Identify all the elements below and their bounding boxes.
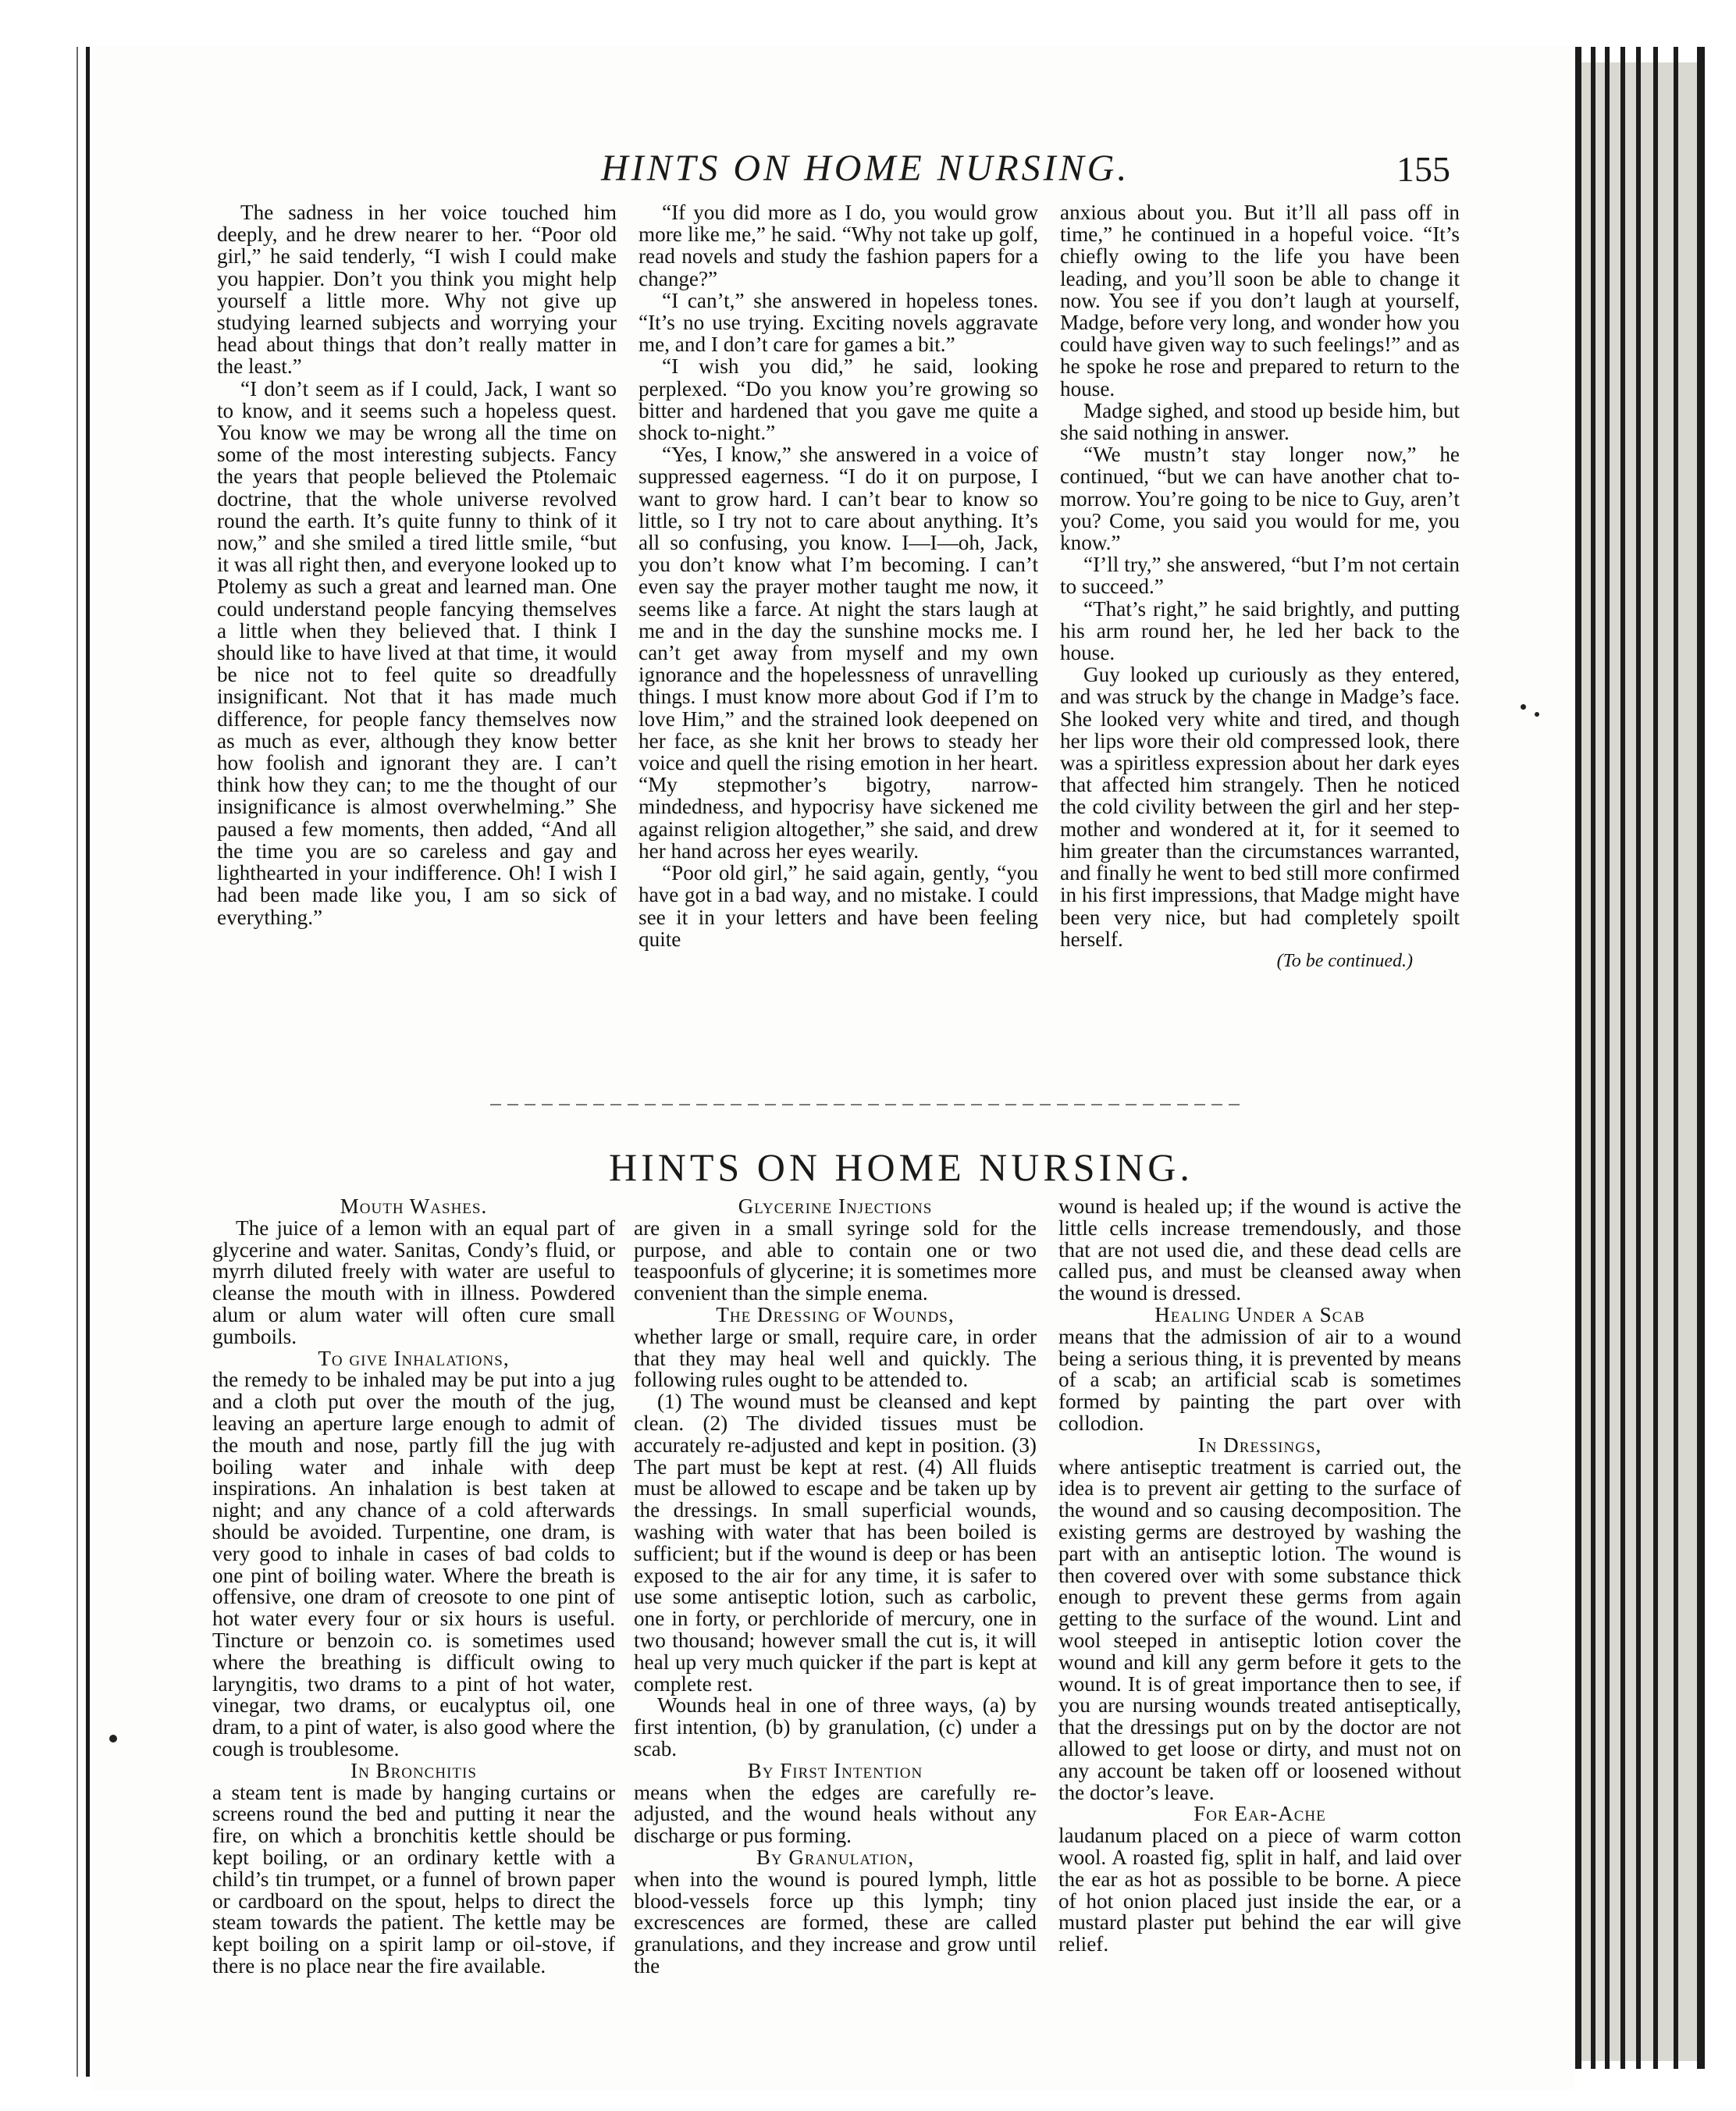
article-paragraph: whether large or small, require care, in order that they may heal well and quickly. The following rules ought to be attended to. (634, 1324, 1037, 1392)
page-number: 155 (1396, 149, 1450, 189)
story-paragraph: “I’ll try,” she answered, “but I’m not certain to succeed.” (1060, 553, 1460, 599)
section-heading: For Ear-Ache (1194, 1802, 1326, 1826)
article-paragraph: when into the wound is poured lymph, little blood-vessels force up this lymph; tiny excrescences are formed, these are called granulations, and they increase and grow until the (634, 1867, 1037, 1978)
story-column-3 (1060, 201, 1460, 972)
article-paragraph: means when the edges are carefully re-adjusted, and the wound heals without any discharge or pus forming. (634, 1780, 1037, 1848)
ink-speck (1521, 704, 1526, 710)
ink-speck (109, 1735, 117, 1743)
section-heading: In Dressings, (1197, 1433, 1322, 1457)
ink-speck (1535, 712, 1539, 717)
story-paragraph: “That’s right,” he said brightly, and putting his arm round her, he led her back to the house. (1060, 596, 1460, 665)
article-paragraph: where antiseptic treatment is carried out, the idea is to prevent air getting to the surface of the wound and so causing decomposition. The existing germs are destroyed by washing the part with an antiseptic lotion. The wound is then covered over with some substance thick enough to prevent these germs from again getting to the surface of the wound. Lint and wool steeped in antiseptic lotion cover the wound and kill any germ before it gets to the wound. It is of great importance then to see, if you are nursing wounds treated antiseptically, that the dressings put on by the doctor are not allowed to get loose or dirty, and must not on any account be taken off or loosened without the doctor’s leave. (1058, 1454, 1461, 1804)
article-column-3 (1058, 1196, 1461, 1956)
page-edge-gap-6 (1658, 62, 1674, 2061)
story-paragraph: “We mustn’t stay longer now,” he continued, “but we can have another chat to-morrow. You’re going to be nice to Guy, aren’t you? Come, you said you would for me, you know.” (1060, 443, 1460, 555)
section-divider (490, 1104, 1240, 1105)
article-column-2 (634, 1196, 1037, 1978)
article-paragraph: laudanum placed on a piece of warm cotton wool. A roasted fig, split in half, and laid over the ear as hot as possible to be borne. A piece of hot onion placed just inside the ear, or a mustard plaster put behind the ear will give relief. (1058, 1824, 1461, 1956)
page-edge-8 (1697, 47, 1705, 2069)
article-title: HINTS ON HOME NURSING. (609, 1145, 1194, 1189)
page-edge-gap-3 (1610, 62, 1620, 2061)
story-paragraph: “I can’t,” she answered in hopeless tones. “It’s no use trying. Exciting novels aggravate me, and I don’t care for games a bit.” (639, 288, 1038, 357)
section-heading: Glycerine Injections (738, 1194, 933, 1218)
article-paragraph: means that the admission of air to a wound being a serious thing, it is prevented by means of a scab; an artificial scab is sometimes formed by painting the part over with collodion. (1058, 1324, 1461, 1435)
page-edge-gap-1 (1581, 62, 1591, 2061)
section-heading: Mouth Washes. (340, 1194, 488, 1218)
story-paragraph: “I wish you did,” he said, looking perplexed. “Do you know you’re growing so bitter and hardened that you gave me quite a shock to-night.” (639, 354, 1038, 445)
gutter-shadow (86, 47, 90, 2077)
article-paragraph: a steam tent is made by hanging curtains or screens round the bed and putting it near the fire, on which a bronchitis kettle should be kept boiling, or an ordinary kettle with a child’s tin trumpet, or a funnel of brown paper or cardboard on the spout, helps to direct the steam towards the patient. The kettle may be kept boiling on a spirit lamp or oil-stove, if there is no place near the fire available. (212, 1780, 615, 1978)
page-edge-gap-7 (1678, 62, 1697, 2061)
article-paragraph: are given in a small syringe sold for the purpose, and able to contain one or two teaspoonfuls of glycerine; it is sometimes more convenient than the simple enema. (634, 1216, 1037, 1305)
page-edge-gap-5 (1641, 62, 1653, 2061)
left-page-margin (0, 0, 87, 2111)
page-edge-1 (1575, 47, 1581, 2069)
article-paragraph: Wounds heal in one of three ways, (a) by first intention, (b) by granulation, (c) under a scab. (634, 1693, 1037, 1760)
page-edge-gap-4 (1625, 62, 1636, 2061)
article-paragraph: The juice of a lemon with an equal part of glycerine and water. Sanitas, Condy’s fluid, or myrrh diluted freely with water are useful to cleanse the mouth with in illness. Powdered alum or alum water will often cure small gumboils. (212, 1216, 615, 1348)
story-paragraph: Guy looked up curiously as they entered, and was struck by the change in Madge’s face. She looked very white and tired, and though her lips wore their old compressed look, there was a spiritless expression about her dark eyes that affected him strangely. Then he noticed the cold civility between the girl and her step-mother and wondered at it, for it seemed to him greater than the circumstances warranted, and finally he went to bed still more confirmed in his first impressions, that Madge might have been very nice, but had completely spoilt herself. (1060, 663, 1460, 951)
article-paragraph: the remedy to be inhaled may be put into a jug and a cloth put over the mouth of the jug, leaving an aperture large enough to admit of the mouth and nose, partly fill the jug with boiling water and inhale with deep inspirations. An inhalation is best taken at night; and any chance of a cold afterwards should be avoided. Turpentine, one dram, is very good to inhale in cases of bad colds to one pint of boiling water. Where the breath is offensive, one dram of creosote to one pint of hot water every four or six hours is useful. Tincture or benzoin co. is sometimes used where the breathing is difficult owing to laryngitis, two drams to a pint of hot water, vinegar, two drams, or eucalyptus oil, one dram, to a pint of water, is also good where the cough is troublesome. (212, 1368, 615, 1760)
to-be-continued: (To be continued.) (1276, 950, 1413, 971)
section-heading: To give Inhalations, (318, 1346, 510, 1370)
article-paragraph: (1) The wound must be cleansed and kept clean. (2) The divided tissues must be accurately re-adjusted and kept in position. (3) The part must be kept at rest. (4) All fluids must be allowed to escape and be taken up by the dressings. In small superficial wounds, washing with water that has been boiled is sufficient; but if the wound is deep or has been exposed to the air for any time, it is safer to use some antiseptic lotion, such as carbolic, one in forty, or perchloride of mercury, one in two thousand; however small the cut is, it will heal up very much quicker if the part is kept at complete rest. (634, 1390, 1037, 1696)
gutter-shadow-thin (76, 47, 78, 2077)
story-paragraph: “I don’t seem as if I could, Jack, I want so to know, and it seems such a hopeless quest. You know we may be wrong all the time on some of the most interesting subjects. Fancy the years that people believed the Ptolemaic doctrine, that the whole universe revolved round the earth. It’s quite funny to think of it now,” and she smiled a tired little smile, “but it was all right then, and everyone looked up to Ptolemy as such a great and learned man. One could understand people fancying themselves a little when they believed that. I think I should like to have lived at that time, it would be nice not to feel quite so dreadfully insignificant. Not that it has made much difference, for people fancy themselves now as much as ever, although they know better how foolish and ignorant they are. I can’t think how they can; to me the thought of our insignificance is almost overwhelming.” She paused a few moments, then added, “And all the time you are so careless and gay and lighthearted in your indifference. Oh! I wish I had been made like you, I am so sick of everything.” (217, 376, 617, 929)
running-head: HINTS ON HOME NURSING. (601, 148, 1130, 189)
story-column-1 (217, 201, 617, 928)
article-paragraph: wound is healed up; if the wound is active the little cells increase tremendously, and those that are not used die, and these dead cells are called pus, and must be cleansed away when the wound is dressed. (1058, 1194, 1461, 1305)
story-column-2 (639, 201, 1038, 950)
story-paragraph: Madge sighed, and stood up beside him, but she said nothing in answer. (1060, 398, 1460, 445)
story-paragraph: “Yes, I know,” she answered in a voice of suppressed eagerness. “I do it on purpose, I want to grow hard. I can’t bear to know so little, so I try not to care about anything. It’s all so confusing, you know. I—I—oh, Jack, you don’t know what I’m becoming. I can’t even say the prayer mother taught me now, it seems like a farce. At night the stars laugh at me and in the day the sunshine mocks me. I can’t get away from myself and my own ignorance and the hopelessness of unravelling things. I must know more about God if I’m to love Him,” and the strained look deepened on her face, as she knit her brows to steady her voice and quell the rising emotion in her heart. “My stepmother’s bigotry, narrow-mindedness, and hypocrisy have sickened me against religion altogether,” she said, and drew her hand across her eyes wearily. (639, 443, 1038, 863)
story-paragraph: “If you did more as I do, you would grow more like me,” he said. “Why not take up golf, read novels and study the fashion papers for a change?” (639, 201, 1038, 290)
article-column-1 (212, 1196, 615, 1978)
story-paragraph: “Poor old girl,” he said again, gently, “you have got in a bad way, and no mistake. I could see it in your letters and have been feeling quite (639, 861, 1038, 951)
section-heading: Healing Under a Scab (1154, 1302, 1365, 1326)
page-edge-gap-2 (1595, 62, 1605, 2061)
section-heading: By Granulation, (756, 1845, 915, 1869)
story-paragraph: anxious about you. But it’ll all pass off in time,” he continued in a hopeful voice. “It’s chiefly owing to the life you have been leading, and you’ll soon be able to change it now. You see if you don’t laugh at yourself, Madge, before very long, and wonder how you could have given way to such feelings!” and as he spoke he rose and prepared to return to the house. (1060, 201, 1460, 400)
story-paragraph: The sadness in her voice touched him deeply, and he drew nearer to her. “Poor old girl,” he said tenderly, “I wish I could make you happier. Don’t you think you might help yourself a little more. Why not give up studying learned subjects and worrying your head about things that don’t really matter in the least.” (217, 201, 617, 379)
section-heading: The Dressing of Wounds, (716, 1302, 955, 1326)
section-heading: By First Intention (747, 1758, 923, 1782)
section-heading: In Bronchitis (350, 1758, 477, 1782)
